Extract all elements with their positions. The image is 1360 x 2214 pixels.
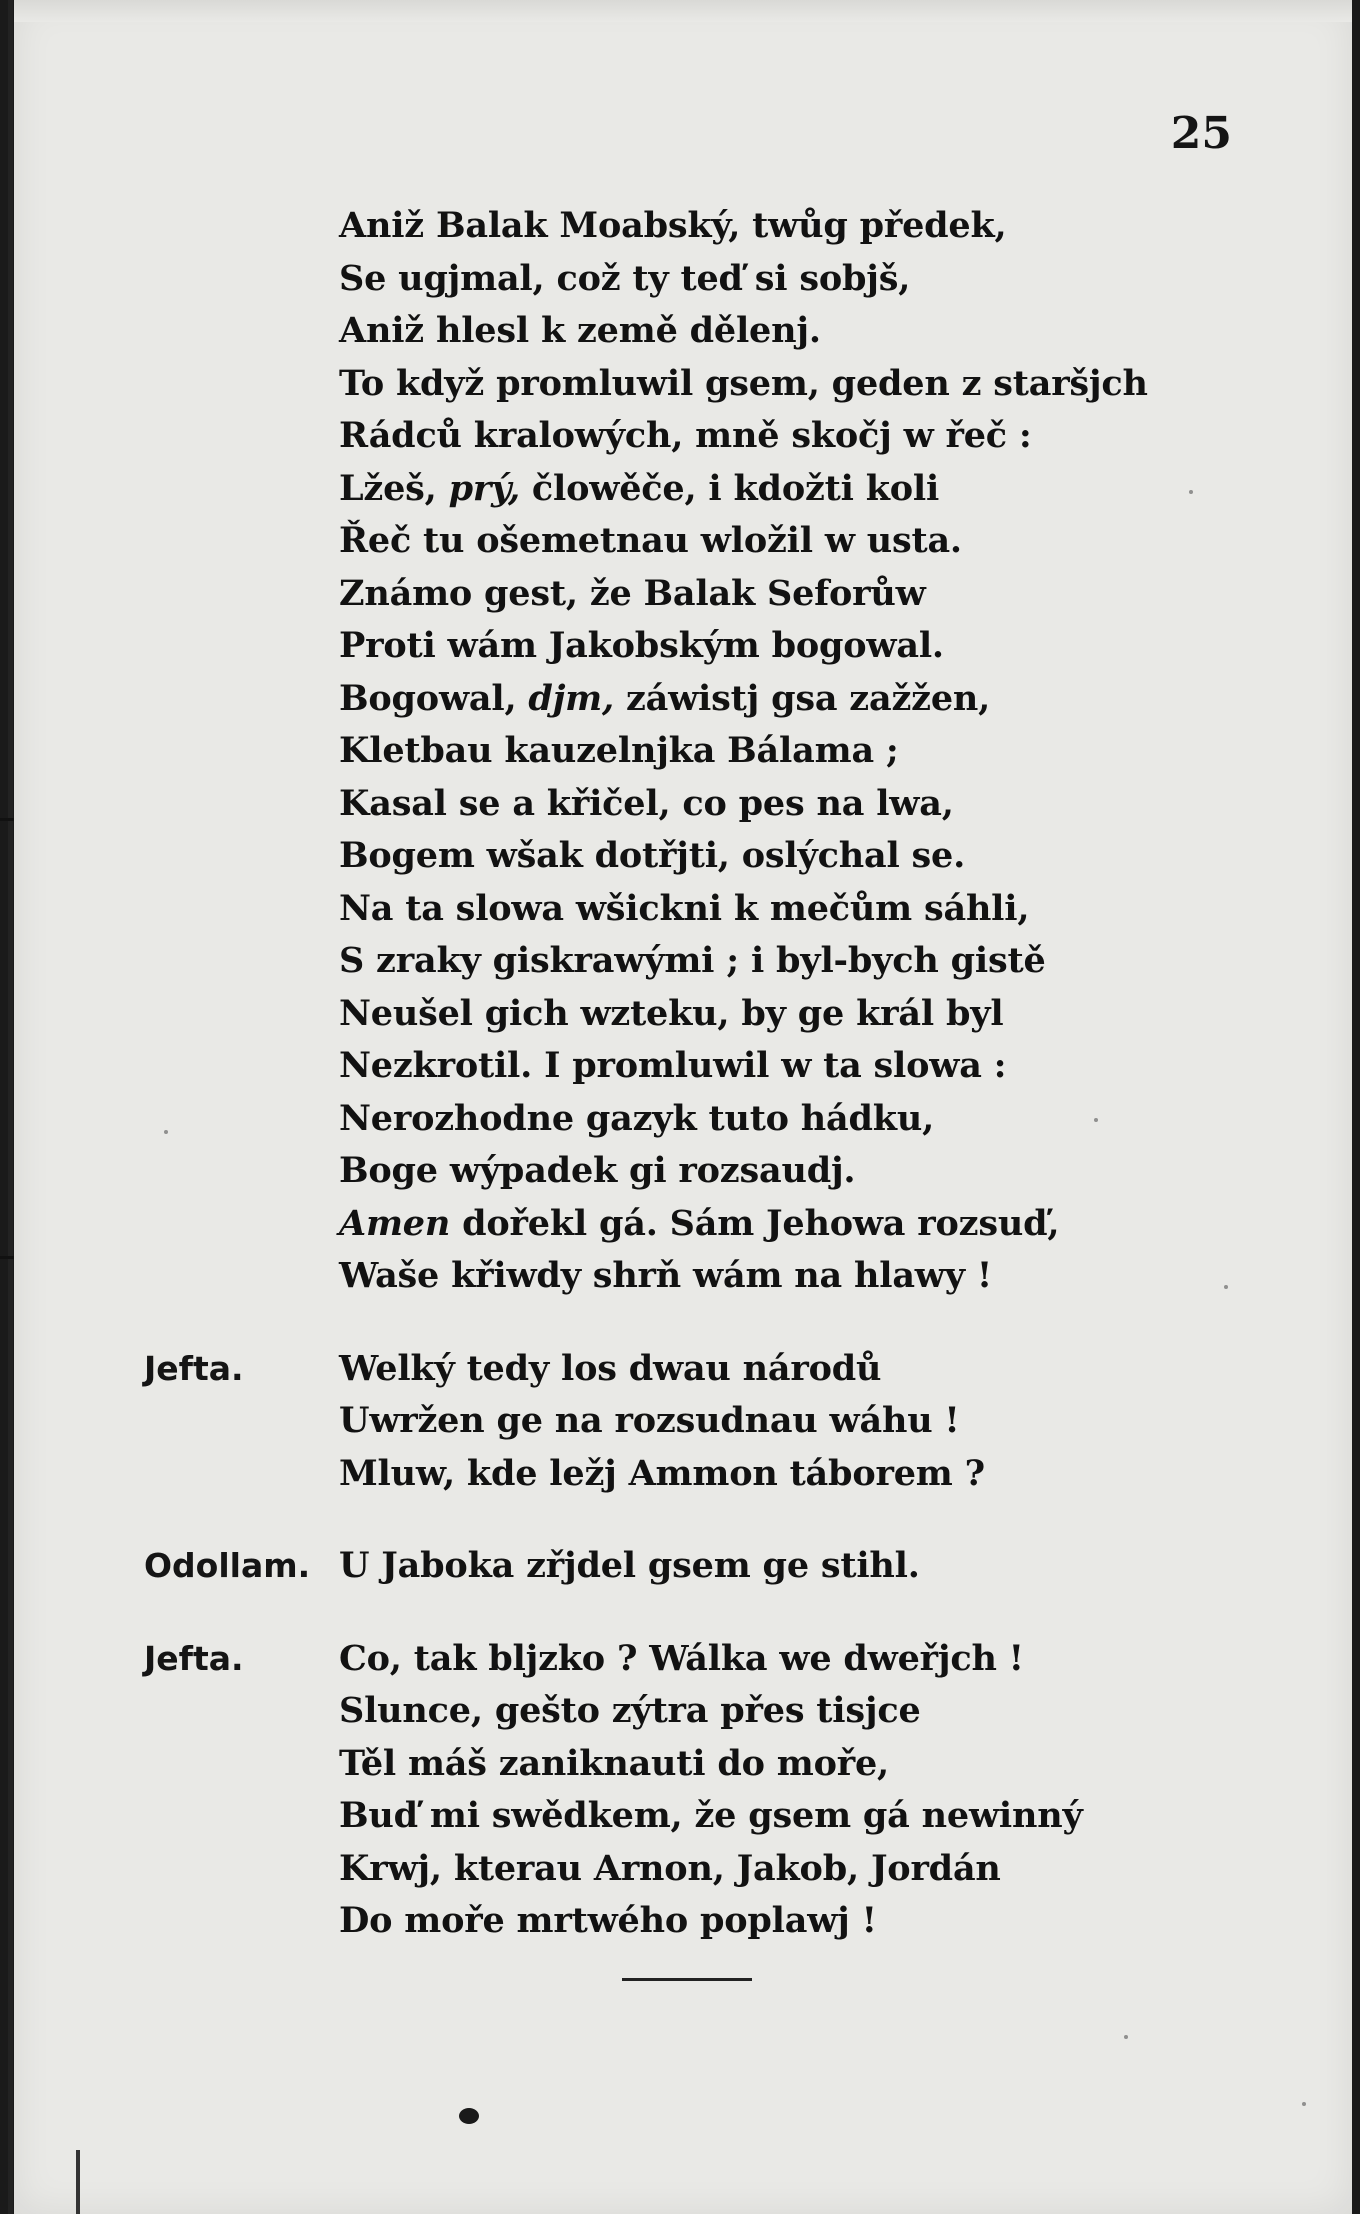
verse-line: Do moře mrtwého poplawj ! — [339, 1900, 877, 1941]
paper-speck — [1189, 490, 1193, 494]
speech-block — [14, 200, 1352, 1303]
verse-line: Bogem wšak dotřjti, oslýchal se. — [339, 835, 966, 876]
verse-line: Na ta slowa wšickni k mečům sáhli, — [339, 887, 1030, 929]
speaker-name: Jefta. — [144, 1638, 244, 1678]
italic-word: djm, — [528, 677, 614, 719]
verse-line: Buď mi swědkem, že gsem gá newinný — [339, 1795, 1083, 1836]
verse-line: Nezkrotil. I promluwil w ta slowa : — [339, 1045, 1007, 1086]
margin-mark — [76, 2150, 80, 2214]
paper-speck — [164, 1130, 168, 1134]
verse-line: Waše křiwdy shrň wám na hlawy ! — [339, 1255, 993, 1296]
speaker-name: Odollam. — [144, 1546, 311, 1585]
verse-line: Welký tedy los dwau národů — [339, 1347, 882, 1389]
verse-line: Mluw, kde ležj Ammon táborem ? — [339, 1452, 985, 1494]
verse-line: Kletbau kauzelnjka Bálama ; — [339, 730, 899, 771]
play-text — [14, 200, 1352, 1988]
verse-line: Kasal se a křičel, co pes na lwa, — [339, 782, 954, 824]
verse-line: Uwržen ge na rozsudnau wáhu ! — [339, 1400, 960, 1441]
italic-word: prý, — [448, 467, 520, 509]
page-number: 25 — [1170, 108, 1232, 159]
binding-edge — [8, 0, 13, 2214]
verse-line: Se ugjmal, což ty teď si sobjš, — [339, 257, 911, 299]
verse-line: Neušel gich wzteku, by ge král byl — [339, 992, 1004, 1034]
verse-lines — [339, 1633, 1352, 1948]
verse-lines — [339, 1343, 1352, 1501]
verse-line — [339, 463, 1352, 516]
verse-segment: Lžeš, — [339, 467, 449, 509]
speech-block — [14, 1633, 1352, 1948]
paper-speck — [1302, 2102, 1306, 2106]
verse-segment: dořekl gá. Sám Jehowa rozsuď, — [450, 1202, 1060, 1244]
verse-segment: Bogowal, — [339, 677, 529, 719]
verse-segment: záwistj gsa zažžen, — [613, 677, 991, 719]
verse-line: Slunce, gešto zýtra přes tisjce — [339, 1690, 921, 1731]
verse-line: To když promluwil gsem, geden z staršjch — [339, 362, 1148, 404]
speech-block — [14, 1540, 1352, 1593]
verse-line: Nerozhodne gazyk tuto hádku, — [339, 1097, 935, 1139]
verse-segment: člowěče, i kdožti koli — [519, 467, 940, 509]
verse-lines — [339, 200, 1352, 1303]
paper-speck — [1094, 1118, 1098, 1122]
verse-line: Proti wám Jakobským bogowal. — [339, 625, 944, 666]
speech-block — [14, 1343, 1352, 1501]
verse-line: Těl máš zaniknauti do moře, — [339, 1742, 890, 1784]
verse-line: Krwj, kterau Arnon, Jakob, Jordán — [339, 1847, 1001, 1889]
ink-blot — [459, 2108, 479, 2124]
verse-lines — [339, 1540, 1352, 1593]
paper-speck — [1224, 1285, 1228, 1289]
verse-line: Rádců kralowých, mně skočj w řeč : — [339, 415, 1032, 456]
end-rule — [622, 1978, 752, 1981]
verse-line: U Jaboka zřjdel gsem ge stihl. — [339, 1545, 920, 1586]
italic-word: Amen — [339, 1202, 451, 1244]
verse-line: Aniž hlesl k země dělenj. — [339, 310, 821, 351]
verse-line: S zraky giskrawými ; i byl-bych gistě — [339, 940, 1046, 981]
paper-speck — [1124, 2035, 1128, 2039]
speaker-name: Jefta. — [144, 1348, 244, 1388]
verse-line: Boge wýpadek gi rozsaudj. — [339, 1150, 856, 1191]
verse-line: Známo gest, že Balak Seforůw — [339, 572, 926, 614]
verse-line: Co, tak bljzko ? Wálka we dweřjch ! — [339, 1637, 1024, 1679]
page-top-edge — [14, 0, 1352, 22]
verse-line: Řeč tu ošemetnau wložil w usta. — [339, 520, 962, 561]
verse-line: Aniž Balak Moabský, twůg předek, — [339, 205, 1007, 246]
book-page — [14, 0, 1352, 2214]
verse-line — [339, 1198, 1352, 1251]
verse-line — [339, 673, 1352, 726]
